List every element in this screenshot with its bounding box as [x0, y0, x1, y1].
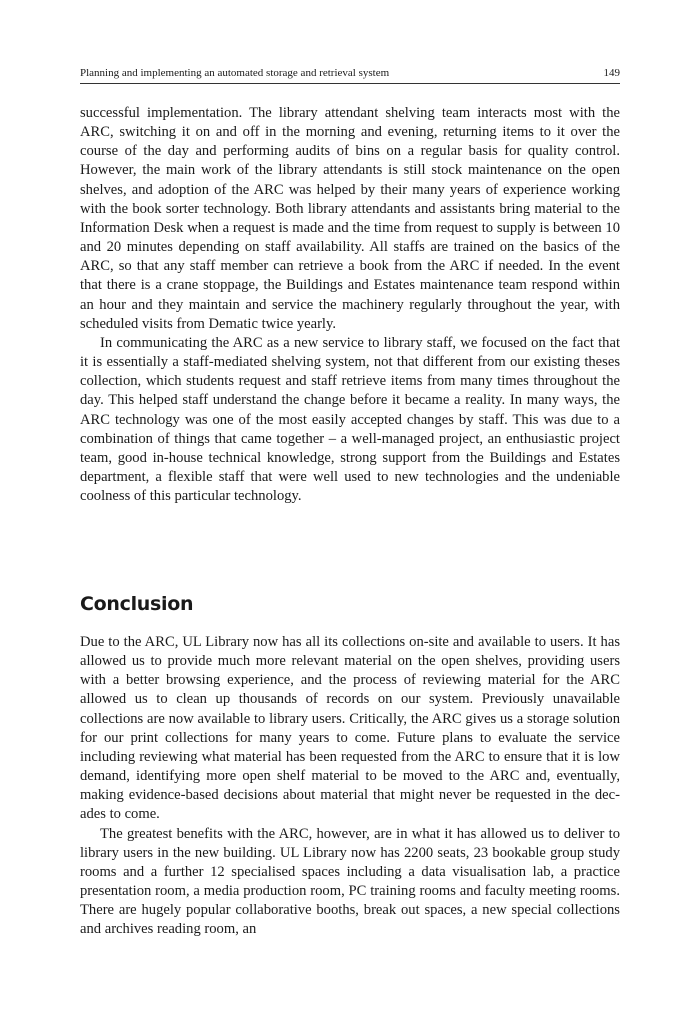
page-number: 149	[603, 67, 620, 79]
paragraph: Due to the ARC, UL Library now has all its collections on-site and available to users. It has allowed us to provide much more relevant material on the open shelves, providing users with a better browsing experience, and the process of reviewing material for the ARC allowed us to clean up thousands of records on our system. Previously unavailable collections are now available to library users. Critically, the ARC gives us a storage solution for our print collections for many years to come. Future plans to evaluate the service including reviewing what material has been requested from the ARC to ensure that it is low demand, identifying more open shelf material to be moved to the ARC and, eventually, making evidence-based decisions about material that might never be requested in the decades to come.	[80, 634, 620, 823]
body-text-top	[80, 104, 620, 506]
section-heading-conclusion: Conclusion	[80, 593, 194, 615]
paragraph: The greatest benefits with the ARC, however, are in what it has allowed us to deliver to library users in the new building. UL Library now has 2200 seats, 23 bookable group study rooms and a further 12 specialised spaces including a data visualisation lab, a practice presentation room, a media production room, PC training rooms and faculty meeting rooms. There are hugely popular collaborative booths, break out spaces, a new special collections and archives reading room, an	[80, 825, 620, 938]
paragraph-continued: successful implementation. The library attendant shelving team interacts most with the ARC, switching it on and off in the morning and evening, returning items to it over the course of the day and performing audits of bins on a regular basis for quality control. However, the main work of the library attendants is still stock maintenance on the open shelves, and adoption of the ARC was helped by their many years of experience working with the book sorter technology. Both library attendants and assistants bring material to the Information Desk when a request is made and the time from request to supply is between 10 and 20 minutes depending on staff availability. All staffs are trained on the basics of the ARC, so that any staff member can retrieve a book from the ARC if needed. In the event that there is a crane stoppage, the Buildings and Estates maintenance team respond within an hour and they maintain and service the machinery regularly throughout the year, with scheduled visits from Dematic twice yearly.	[80, 105, 620, 332]
running-title: Planning and implementing an automated storage and retrieval system	[80, 67, 390, 79]
paragraph: In communicating the ARC as a new service to library staff, we focused on the fact that it is essentially a staff-mediated shelving system, not that different from our existing theses collection, which students request and staff retrieve items from many times throughout the day. This helped staff understand the change before it became a reality. In many ways, the ARC technology was one of the most easily accepted changes by staff. This was due to a combination of things that came together – a well-managed project, an enthusiastic project team, good in-house technical knowledge, strong support from the Buildings and Estates department, a flexible staff that were well used to new technologies and the undeniable coolness of this particular technology.	[80, 334, 620, 505]
header-rule	[80, 83, 620, 84]
body-text-conclusion	[80, 633, 620, 940]
running-header	[80, 64, 620, 82]
